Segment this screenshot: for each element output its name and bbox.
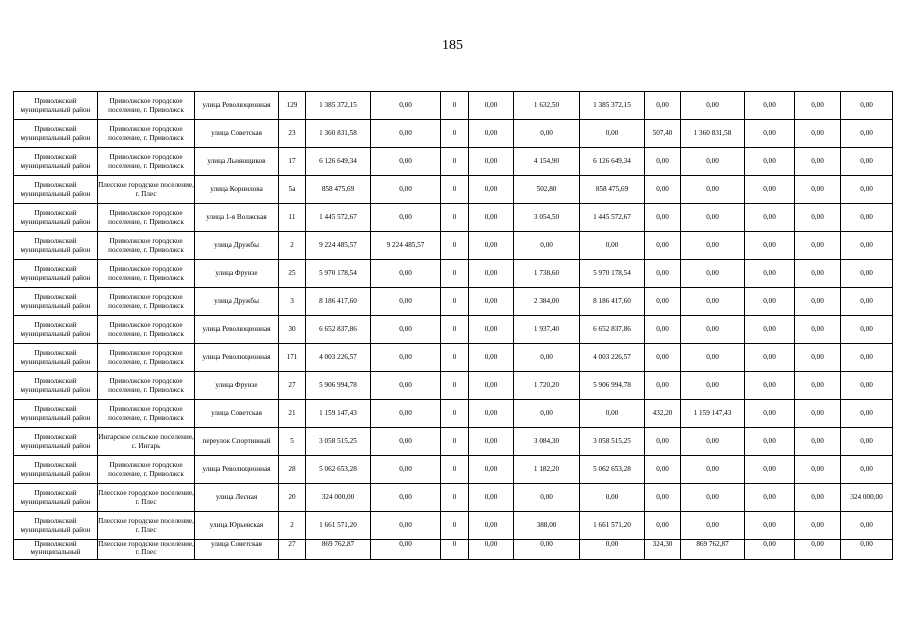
- cell-street: улица Фрунзе: [195, 372, 279, 400]
- cell-cost-a: 0,00: [371, 372, 441, 400]
- cell-total-cost: 5 062 653,28: [306, 456, 371, 484]
- cell-total-cost: 4 003 226,57: [306, 344, 371, 372]
- cell-area-d: 0,00: [645, 176, 681, 204]
- cell-cost-c: 0,00: [580, 540, 645, 560]
- cell-cost-b: 0,00: [469, 316, 514, 344]
- cell-total-cost: 1 360 831,58: [306, 120, 371, 148]
- cell-cost-g: 0,00: [841, 120, 893, 148]
- cell-cost-a: 0,00: [371, 512, 441, 540]
- cell-cost-b: 0,00: [469, 456, 514, 484]
- cell-cost-c: 1 445 572,67: [580, 204, 645, 232]
- cell-cost-c: 0,00: [580, 120, 645, 148]
- cell-area-d: 0,00: [645, 428, 681, 456]
- cell-district: Приволжский муниципальный район: [14, 400, 98, 428]
- cell-cost-b: 0,00: [469, 232, 514, 260]
- cell-cost-f: 0,00: [795, 540, 841, 560]
- table-row: [14, 288, 893, 316]
- cell-settlement: Приволжское городское поселение, г. Приволжск: [98, 120, 195, 148]
- cell-street: улица Революционная: [195, 456, 279, 484]
- cell-cost-a: 0,00: [371, 120, 441, 148]
- cell-cost-g: 0,00: [841, 540, 893, 560]
- cell-cost-e: 0,00: [745, 260, 795, 288]
- cell-cost-b: 0,00: [469, 148, 514, 176]
- cell-total-cost: 1 385 372,15: [306, 92, 371, 120]
- cell-cost-c: 6 652 837,86: [580, 316, 645, 344]
- cell-settlement: Приволжское городское поселение, г. Приволжск: [98, 204, 195, 232]
- cell-count-b: 0: [441, 400, 469, 428]
- cell-total-cost: 324 000,00: [306, 484, 371, 512]
- cell-settlement: Плесское городское поселение, г. Плес: [98, 512, 195, 540]
- cell-area-d: 324,30: [645, 540, 681, 560]
- cell-cost-a: 0,00: [371, 176, 441, 204]
- cell-area-c: 4 154,90: [514, 148, 580, 176]
- cell-area-d: 0,00: [645, 148, 681, 176]
- cell-district: Приволжский муниципальный район: [14, 372, 98, 400]
- cell-street: улица Советская: [195, 400, 279, 428]
- cell-cost-g: 0,00: [841, 400, 893, 428]
- cell-house-number: 20: [279, 484, 306, 512]
- cell-cost-e: 0,00: [745, 540, 795, 560]
- cell-cost-f: 0,00: [795, 148, 841, 176]
- cell-house-number: 17: [279, 148, 306, 176]
- cell-cost-g: 0,00: [841, 204, 893, 232]
- cell-total-cost: 3 058 515,25: [306, 428, 371, 456]
- cell-cost-d: 1 360 831,58: [681, 120, 745, 148]
- cell-district: Приволжский муниципальный район: [14, 120, 98, 148]
- cell-total-cost: 9 224 485,57: [306, 232, 371, 260]
- cell-street: улица Дружбы: [195, 288, 279, 316]
- cell-settlement: Плесское городское поселение, г. Плес: [98, 540, 195, 560]
- table-row: [14, 512, 893, 540]
- cell-cost-f: 0,00: [795, 344, 841, 372]
- cell-cost-c: 6 126 649,34: [580, 148, 645, 176]
- cell-cost-f: 0,00: [795, 204, 841, 232]
- cell-cost-e: 0,00: [745, 232, 795, 260]
- cell-area-d: 0,00: [645, 372, 681, 400]
- cell-cost-d: 869 762,87: [681, 540, 745, 560]
- cell-cost-e: 0,00: [745, 92, 795, 120]
- cell-house-number: 2: [279, 512, 306, 540]
- cell-total-cost: 1 661 571,20: [306, 512, 371, 540]
- cell-area-d: 0,00: [645, 92, 681, 120]
- cell-cost-b: 0,00: [469, 540, 514, 560]
- cell-district: Приволжский муниципальный район: [14, 92, 98, 120]
- cell-area-c: 0,00: [514, 540, 580, 560]
- cell-area-c: 3 084,30: [514, 428, 580, 456]
- cell-cost-d: 0,00: [681, 232, 745, 260]
- cell-cost-e: 0,00: [745, 176, 795, 204]
- cell-house-number: 129: [279, 92, 306, 120]
- cell-cost-b: 0,00: [469, 428, 514, 456]
- cell-area-d: 0,00: [645, 232, 681, 260]
- cell-area-c: 1 738,60: [514, 260, 580, 288]
- cell-district: Приволжский муниципальный район: [14, 512, 98, 540]
- cell-cost-b: 0,00: [469, 204, 514, 232]
- cell-total-cost: 5 970 178,54: [306, 260, 371, 288]
- cell-cost-f: 0,00: [795, 316, 841, 344]
- cell-cost-f: 0,00: [795, 428, 841, 456]
- cell-street: улица 1-я Волжская: [195, 204, 279, 232]
- cell-house-number: 27: [279, 372, 306, 400]
- cell-settlement: Плесское городское поселение, г. Плес: [98, 176, 195, 204]
- cell-cost-f: 0,00: [795, 400, 841, 428]
- cell-district: Приволжский муниципальный район: [14, 176, 98, 204]
- cell-cost-b: 0,00: [469, 344, 514, 372]
- cell-street: улица Фрунзе: [195, 260, 279, 288]
- cell-street: переулок Спортивный: [195, 428, 279, 456]
- registry-table: [13, 91, 893, 560]
- cell-district: Приволжский муниципальный район: [14, 204, 98, 232]
- cell-cost-e: 0,00: [745, 400, 795, 428]
- cell-cost-d: 0,00: [681, 344, 745, 372]
- cell-count-b: 0: [441, 260, 469, 288]
- cell-area-d: 0,00: [645, 512, 681, 540]
- cell-cost-a: 0,00: [371, 400, 441, 428]
- cell-settlement: Плесское городское поселение, г. Плес: [98, 484, 195, 512]
- cell-cost-a: 9 224 485,57: [371, 232, 441, 260]
- cell-cost-g: 0,00: [841, 176, 893, 204]
- cell-cost-b: 0,00: [469, 176, 514, 204]
- cell-area-c: 2 384,00: [514, 288, 580, 316]
- cell-district: Приволжский муниципальный район: [14, 428, 98, 456]
- cell-cost-f: 0,00: [795, 120, 841, 148]
- cell-street: улица Лесная: [195, 484, 279, 512]
- cell-cost-d: 0,00: [681, 512, 745, 540]
- cell-street: улица Революционная: [195, 344, 279, 372]
- cell-cost-d: 0,00: [681, 176, 745, 204]
- cell-settlement: Приволжское городское поселение, г. Приволжск: [98, 92, 195, 120]
- cell-area-d: 507,40: [645, 120, 681, 148]
- cell-cost-a: 0,00: [371, 204, 441, 232]
- cell-cost-c: 5 906 994,78: [580, 372, 645, 400]
- cell-cost-b: 0,00: [469, 372, 514, 400]
- cell-house-number: 5: [279, 428, 306, 456]
- cell-cost-d: 0,00: [681, 92, 745, 120]
- cell-street: улица Юрьевская: [195, 512, 279, 540]
- cell-house-number: 30: [279, 316, 306, 344]
- cell-area-d: 0,00: [645, 260, 681, 288]
- registry-body: [14, 92, 893, 560]
- cell-cost-d: 0,00: [681, 372, 745, 400]
- cell-settlement: Приволжское городское поселение, г. Приволжск: [98, 260, 195, 288]
- cell-cost-g: 0,00: [841, 92, 893, 120]
- cell-district: Приволжский муниципальный район: [14, 232, 98, 260]
- table-row: [14, 428, 893, 456]
- cell-cost-d: 0,00: [681, 316, 745, 344]
- cell-cost-d: 0,00: [681, 484, 745, 512]
- cell-district: Приволжский муниципальный район: [14, 344, 98, 372]
- cell-count-b: 0: [441, 456, 469, 484]
- cell-house-number: 25: [279, 260, 306, 288]
- cell-count-b: 0: [441, 288, 469, 316]
- cell-count-b: 0: [441, 92, 469, 120]
- cell-cost-c: 8 186 417,60: [580, 288, 645, 316]
- cell-cost-e: 0,00: [745, 120, 795, 148]
- cell-area-c: 0,00: [514, 400, 580, 428]
- cell-total-cost: 8 186 417,60: [306, 288, 371, 316]
- cell-count-b: 0: [441, 428, 469, 456]
- cell-settlement: Приволжское городское поселение, г. Приволжск: [98, 344, 195, 372]
- page-number: 185: [442, 38, 463, 53]
- cell-cost-f: 0,00: [795, 260, 841, 288]
- cell-area-c: 1 632,50: [514, 92, 580, 120]
- cell-cost-a: 0,00: [371, 288, 441, 316]
- cell-cost-a: 0,00: [371, 344, 441, 372]
- table-row: [14, 344, 893, 372]
- cell-area-c: 502,80: [514, 176, 580, 204]
- cell-area-d: 432,20: [645, 400, 681, 428]
- cell-cost-b: 0,00: [469, 400, 514, 428]
- cell-cost-g: 324 000,00: [841, 484, 893, 512]
- table-row: [14, 540, 893, 560]
- cell-street: улица Корнилова: [195, 176, 279, 204]
- cell-cost-d: 0,00: [681, 288, 745, 316]
- cell-cost-d: 0,00: [681, 204, 745, 232]
- table-row: [14, 204, 893, 232]
- cell-count-b: 0: [441, 512, 469, 540]
- cell-settlement: Приволжское городское поселение, г. Приволжск: [98, 148, 195, 176]
- cell-district: Приволжский муниципальный район: [14, 148, 98, 176]
- cell-cost-a: 0,00: [371, 456, 441, 484]
- cell-cost-a: 0,00: [371, 92, 441, 120]
- cell-cost-e: 0,00: [745, 316, 795, 344]
- cell-settlement: Приволжское городское поселение, г. Приволжск: [98, 288, 195, 316]
- cell-settlement: Приволжское городское поселение, г. Приволжск: [98, 456, 195, 484]
- cell-total-cost: 6 652 837,86: [306, 316, 371, 344]
- cell-count-b: 0: [441, 344, 469, 372]
- cell-house-number: 21: [279, 400, 306, 428]
- cell-cost-g: 0,00: [841, 288, 893, 316]
- cell-cost-e: 0,00: [745, 148, 795, 176]
- cell-cost-e: 0,00: [745, 456, 795, 484]
- cell-cost-c: 858 475,69: [580, 176, 645, 204]
- cell-district: Приволжский муниципальный район: [14, 260, 98, 288]
- cell-count-b: 0: [441, 316, 469, 344]
- cell-area-c: 1 720,20: [514, 372, 580, 400]
- cell-cost-f: 0,00: [795, 232, 841, 260]
- table-row: [14, 176, 893, 204]
- cell-total-cost: 869 762,87: [306, 540, 371, 560]
- cell-cost-e: 0,00: [745, 344, 795, 372]
- cell-cost-e: 0,00: [745, 484, 795, 512]
- cell-house-number: 11: [279, 204, 306, 232]
- cell-cost-d: 0,00: [681, 260, 745, 288]
- cell-district: Приволжский муниципальный район: [14, 484, 98, 512]
- cell-cost-e: 0,00: [745, 204, 795, 232]
- cell-street: улица Революционная: [195, 92, 279, 120]
- cell-cost-b: 0,00: [469, 260, 514, 288]
- cell-area-d: 0,00: [645, 288, 681, 316]
- cell-street: улица Дружбы: [195, 232, 279, 260]
- cell-cost-f: 0,00: [795, 92, 841, 120]
- cell-cost-f: 0,00: [795, 176, 841, 204]
- cell-house-number: 2: [279, 232, 306, 260]
- table-row: [14, 400, 893, 428]
- cell-count-b: 0: [441, 148, 469, 176]
- cell-total-cost: 1 445 572,67: [306, 204, 371, 232]
- cell-cost-a: 0,00: [371, 316, 441, 344]
- cell-cost-b: 0,00: [469, 120, 514, 148]
- cell-cost-e: 0,00: [745, 288, 795, 316]
- cell-cost-a: 0,00: [371, 540, 441, 560]
- cell-house-number: 28: [279, 456, 306, 484]
- cell-district: Приволжский муниципальный: [14, 540, 98, 560]
- cell-house-number: 27: [279, 540, 306, 560]
- cell-count-b: 0: [441, 232, 469, 260]
- cell-street: улица Советская: [195, 540, 279, 560]
- cell-count-b: 0: [441, 372, 469, 400]
- cell-area-c: 0,00: [514, 484, 580, 512]
- cell-cost-g: 0,00: [841, 428, 893, 456]
- cell-area-c: 388,00: [514, 512, 580, 540]
- cell-total-cost: 1 159 147,43: [306, 400, 371, 428]
- cell-cost-g: 0,00: [841, 512, 893, 540]
- cell-house-number: 23: [279, 120, 306, 148]
- cell-settlement: Приволжское городское поселение, г. Приволжск: [98, 400, 195, 428]
- table-row: [14, 484, 893, 512]
- cell-count-b: 0: [441, 484, 469, 512]
- table-row: [14, 456, 893, 484]
- cell-cost-f: 0,00: [795, 288, 841, 316]
- cell-cost-a: 0,00: [371, 260, 441, 288]
- cell-area-c: 1 182,20: [514, 456, 580, 484]
- cell-cost-b: 0,00: [469, 484, 514, 512]
- cell-area-d: 0,00: [645, 316, 681, 344]
- cell-area-d: 0,00: [645, 344, 681, 372]
- cell-cost-b: 0,00: [469, 288, 514, 316]
- cell-cost-c: 1 661 571,20: [580, 512, 645, 540]
- cell-cost-c: 3 058 515,25: [580, 428, 645, 456]
- cell-cost-c: 0,00: [580, 232, 645, 260]
- cell-cost-a: 0,00: [371, 148, 441, 176]
- cell-district: Приволжский муниципальный район: [14, 456, 98, 484]
- cell-cost-c: 4 003 226,57: [580, 344, 645, 372]
- cell-cost-a: 0,00: [371, 484, 441, 512]
- cell-cost-f: 0,00: [795, 456, 841, 484]
- cell-house-number: 5а: [279, 176, 306, 204]
- cell-cost-b: 0,00: [469, 512, 514, 540]
- cell-settlement: Приволжское городское поселение, г. Приволжск: [98, 372, 195, 400]
- cell-area-c: 3 054,50: [514, 204, 580, 232]
- cell-cost-e: 0,00: [745, 372, 795, 400]
- cell-area-c: 0,00: [514, 344, 580, 372]
- cell-cost-f: 0,00: [795, 512, 841, 540]
- cell-cost-f: 0,00: [795, 484, 841, 512]
- cell-area-d: 0,00: [645, 204, 681, 232]
- table-row: [14, 260, 893, 288]
- cell-total-cost: 858 475,69: [306, 176, 371, 204]
- cell-cost-c: 1 385 372,15: [580, 92, 645, 120]
- cell-cost-c: 0,00: [580, 484, 645, 512]
- table-row: [14, 316, 893, 344]
- cell-house-number: 3: [279, 288, 306, 316]
- cell-cost-a: 0,00: [371, 428, 441, 456]
- cell-street: улица Революционная: [195, 316, 279, 344]
- cell-cost-d: 1 159 147,43: [681, 400, 745, 428]
- cell-count-b: 0: [441, 204, 469, 232]
- cell-cost-g: 0,00: [841, 372, 893, 400]
- cell-total-cost: 5 906 994,78: [306, 372, 371, 400]
- cell-cost-d: 0,00: [681, 456, 745, 484]
- cell-count-b: 0: [441, 120, 469, 148]
- cell-cost-e: 0,00: [745, 428, 795, 456]
- cell-total-cost: 6 126 649,34: [306, 148, 371, 176]
- table-row: [14, 120, 893, 148]
- cell-area-d: 0,00: [645, 484, 681, 512]
- table-row: [14, 92, 893, 120]
- cell-cost-c: 5 970 178,54: [580, 260, 645, 288]
- cell-cost-c: 0,00: [580, 400, 645, 428]
- cell-house-number: 171: [279, 344, 306, 372]
- cell-cost-d: 0,00: [681, 428, 745, 456]
- cell-settlement: Приволжское городское поселение, г. Приволжск: [98, 316, 195, 344]
- cell-cost-g: 0,00: [841, 456, 893, 484]
- table-row: [14, 148, 893, 176]
- table-row: [14, 232, 893, 260]
- cell-area-c: 0,00: [514, 232, 580, 260]
- cell-settlement: Ингарское сельское поселение, с. Ингарь: [98, 428, 195, 456]
- cell-cost-g: 0,00: [841, 316, 893, 344]
- cell-cost-b: 0,00: [469, 92, 514, 120]
- cell-street: улица Советская: [195, 120, 279, 148]
- cell-cost-g: 0,00: [841, 260, 893, 288]
- cell-area-c: 1 937,40: [514, 316, 580, 344]
- cell-settlement: Приволжское городское поселение, г. Приволжск: [98, 232, 195, 260]
- cell-cost-e: 0,00: [745, 512, 795, 540]
- table-row: [14, 372, 893, 400]
- cell-district: Приволжский муниципальный район: [14, 288, 98, 316]
- cell-cost-g: 0,00: [841, 232, 893, 260]
- cell-cost-g: 0,00: [841, 344, 893, 372]
- cell-area-d: 0,00: [645, 456, 681, 484]
- cell-street: улица Льнянщиков: [195, 148, 279, 176]
- cell-cost-c: 5 062 653,28: [580, 456, 645, 484]
- cell-count-b: 0: [441, 540, 469, 560]
- cell-cost-f: 0,00: [795, 372, 841, 400]
- cell-cost-d: 0,00: [681, 148, 745, 176]
- cell-cost-g: 0,00: [841, 148, 893, 176]
- cell-area-c: 0,00: [514, 120, 580, 148]
- cell-count-b: 0: [441, 176, 469, 204]
- cell-district: Приволжский муниципальный район: [14, 316, 98, 344]
